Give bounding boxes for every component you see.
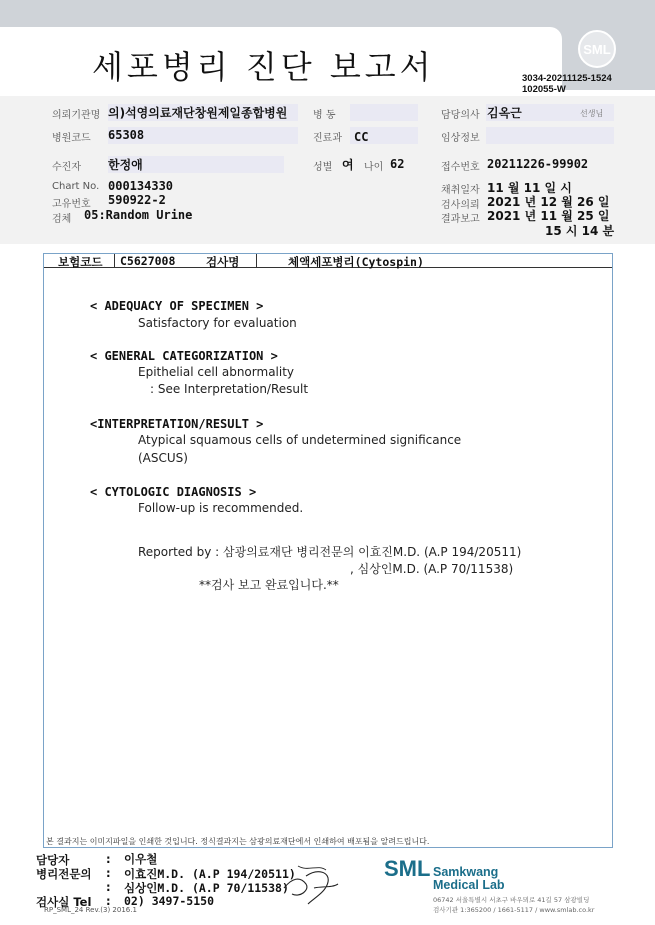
collect-label: 채취일자 [441, 185, 480, 196]
doctor-value: 김옥근 [487, 106, 522, 120]
colon: : [106, 852, 111, 866]
pathologist-2: 심상인M.D. (A.P 70/11538) [124, 881, 289, 895]
recipient-label: 수진자 [52, 162, 81, 173]
age-label: 나이 [364, 162, 384, 173]
test-name-value: 체액세포병리(Cytospin) [288, 255, 424, 269]
hospital-code-value: 65308 [108, 128, 145, 142]
request-label: 검사의뢰 [441, 200, 480, 211]
clinical-box [486, 127, 614, 144]
brand-name-line2: Medical Lab [433, 878, 505, 892]
chart-value: 000134330 [108, 179, 174, 193]
adequacy-text: Satisfactory for evaluation [138, 316, 297, 330]
interpretation-title: <INTERPRETATION/RESULT > [90, 417, 264, 431]
insurance-label: 보험코드 [58, 255, 103, 269]
category-title: < GENERAL CATEGORIZATION > [90, 349, 278, 363]
test-header-row [44, 254, 612, 268]
colon: : [106, 894, 111, 908]
result-label: 결과보고 [441, 214, 480, 225]
sex-label: 성별 [313, 162, 333, 173]
category-text-2: : See Interpretation/Result [150, 382, 309, 396]
interpretation-text-1: Atypical squamous cells of undetermined significance [138, 433, 462, 447]
institution-value: 의)석영의료재단창원제일종합병원 [108, 106, 288, 120]
report-number [522, 73, 612, 95]
report-number-line2: 102055-W [522, 84, 566, 95]
sml-brand-logo: SML [384, 856, 431, 881]
diagnosis-title: < CYTOLOGIC DIAGNOSIS > [90, 485, 257, 499]
manager-value: 이우철 [124, 852, 158, 866]
specimen-label: 검체 [52, 214, 72, 225]
lab-tel-value: 02) 3497-5150 [124, 894, 215, 908]
chart-label: Chart No. [52, 181, 100, 192]
unique-value: 590922-2 [108, 193, 166, 207]
page-title: 세포병리 진단 보고서 [92, 48, 435, 86]
colon: : [106, 880, 111, 894]
diagnosis-text: Follow-up is recommended. [138, 501, 304, 515]
sex-value: 여 [342, 158, 354, 172]
form-code: RP_SML_24 Rev.(3) 2016.1 [44, 906, 137, 914]
insurance-value: C5627008 [120, 254, 176, 268]
header-divider [256, 254, 257, 267]
specimen-value: 05:Random Urine [84, 208, 193, 222]
collect-value: 11 월 11 일 시 [487, 181, 572, 195]
request-value: 2021 년 12 월 26 일 [487, 195, 610, 209]
brand-name [433, 866, 505, 892]
institution-label: 의뢰기관명 [52, 110, 101, 121]
result-time: 15 시 14 분 [545, 224, 615, 238]
test-name-label: 검사명 [206, 255, 240, 269]
reported-by-line2: , 심상인M.D. (A.P 70/11538) [350, 562, 514, 576]
receipt-value: 20211226-99902 [487, 157, 589, 171]
interpretation-text-2: (ASCUS) [138, 451, 188, 465]
report-complete: **검사 보고 완료입니다.** [199, 578, 339, 592]
lab-address: 06742 서울특별시 서초구 바우뫼로 41길 57 삼광빌딩 [433, 896, 590, 904]
report-frame [43, 253, 613, 848]
pathologist-label: 병리전문의 [36, 867, 92, 881]
dept-value: CC [354, 130, 369, 144]
doctor-label: 담당의사 [441, 110, 480, 121]
report-number-line1: 3034-20211125-1524 [522, 73, 612, 84]
adequacy-title: < ADEQUACY OF SPECIMEN > [90, 299, 264, 313]
colon: : [106, 866, 111, 880]
reported-by-line1: Reported by : 삼광의료재단 병리전문의 이효진M.D. (A.P 194/20511) [138, 545, 522, 559]
pathologist-1: 이효진M.D. (A.P 194/20511) [124, 867, 296, 881]
doctor-suffix: 선생님 [580, 109, 604, 118]
ward-label: 병 동 [313, 110, 336, 121]
ward-box [350, 104, 418, 121]
manager-label: 담당자 [36, 853, 70, 867]
brand-name-line1: Samkwang [433, 865, 499, 879]
result-value: 2021 년 11 월 25 일 [487, 209, 610, 223]
age-value: 62 [390, 157, 405, 171]
clinical-label: 임상정보 [441, 133, 480, 144]
lab-tel-label: 검사실 Tel [36, 895, 92, 909]
receipt-label: 접수번호 [441, 162, 480, 173]
category-text-1: Epithelial cell abnormality [138, 365, 295, 379]
sml-logo: SML [578, 30, 616, 68]
lab-contact: 검사기관 1:365200 / 1661-5117 / www.smlab.co.kr [433, 906, 595, 914]
recipient-value: 한정애 [108, 158, 143, 172]
header-divider [114, 254, 115, 267]
signature-image [278, 858, 342, 908]
hospital-code-label: 병원코드 [52, 133, 91, 144]
dept-label: 진료과 [313, 133, 342, 144]
unique-label: 고유번호 [52, 199, 91, 210]
print-notice: 본 결과지는 이미지파일을 인쇄한 것입니다. 정식결과지는 삼광의료재단에서 인쇄하여 배포됨을 알려드립니다. [46, 837, 430, 846]
